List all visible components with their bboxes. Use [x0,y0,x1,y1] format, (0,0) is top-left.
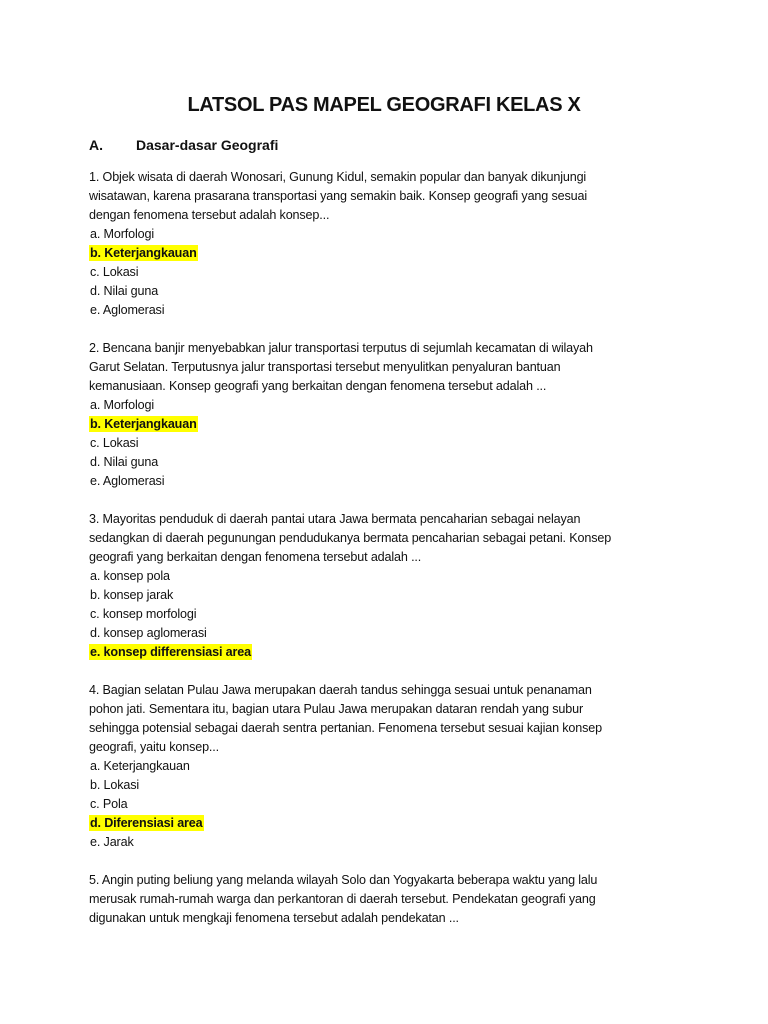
answer-option-label: d. Nilai guna [90,284,159,298]
question-text-line: geografi yang berkaitan dengan fenomena tersebut adalah ... [89,550,422,564]
answer-option [89,225,689,244]
answer-option-label: d. konsep aglomerasi [90,626,207,640]
answer-option-label: b. konsep jarak [90,588,174,602]
answer-option [89,472,689,491]
question-text-line: kemanusiaan. Konsep geografi yang berkaitan dengan fenomena tersebut adalah ... [89,379,547,393]
question-text-line: wisatawan, karena prasarana transportasi yang semakin baik. Konsep geografi yang sesuai [89,189,587,203]
answer-option-label: e. konsep differensiasi area [90,645,251,659]
answer-option-label: a. konsep pola [90,569,170,583]
answer-option-correct [89,643,689,662]
question-text-line: sehingga potensial sebagai daerah sentra pertanian. Fenomena tersebut sesuai kajian konsep [89,721,602,735]
question-text-line: pohon jati. Sementara itu, bagian utara Pulau Jawa merupakan dataran rendah yang subur [89,702,583,716]
answer-option-label: c. Lokasi [90,436,139,450]
answer-option-correct [89,814,689,833]
question-text-line: 5. Angin puting beliung yang melanda wilayah Solo dan Yogyakarta beberapa waktu yang lalu [89,873,598,887]
question-list [89,168,689,947]
answer-option [89,567,689,586]
answer-option-correct [89,415,689,434]
answer-option-label: c. Pola [90,797,128,811]
question-text-line: 2. Bencana banjir menyebabkan jalur transportasi terputus di sejumlah kecamatan di wilayah [89,341,593,355]
question-text-line: geografi, yaitu konsep... [89,740,219,754]
answer-option-label: e. Jarak [90,835,134,849]
section-letter: A. [89,137,103,153]
question-3 [89,510,689,662]
answer-option [89,396,689,415]
answer-option [89,795,689,814]
answer-option [89,757,689,776]
answer-option [89,434,689,453]
answer-option [89,282,689,301]
answer-option-correct [89,244,689,263]
question-5 [89,871,689,928]
answer-option-label: a. Morfologi [90,398,154,412]
question-4 [89,681,689,852]
question-1 [89,168,689,320]
answer-option-label: a. Morfologi [90,227,154,241]
answer-option [89,301,689,320]
document-title: LATSOL PAS MAPEL GEOGRAFI KELAS X [187,94,581,116]
question-text-line: sedangkan di daerah pegunungan pendudukanya bermata pencaharian sebagai petani. Konsep [89,531,612,545]
question-text-line: digunakan untuk mengkaji fenomena tersebut adalah pendekatan ... [89,911,459,925]
question-text-line: 3. Mayoritas penduduk di daerah pantai utara Jawa bermata pencaharian sebagai nelayan [89,512,581,526]
question-2 [89,339,689,491]
question-text-line: merusak rumah-rumah warga dan perkantoran di daerah tersebut. Pendekatan geografi yang [89,892,596,906]
question-text-line: dengan fenomena tersebut adalah konsep... [89,208,330,222]
answer-option [89,605,689,624]
answer-option-label: b. Lokasi [90,778,140,792]
answer-option-label: a. Keterjangkauan [90,759,190,773]
question-text-line: 1. Objek wisata di daerah Wonosari, Gunung Kidul, semakin popular dan banyak dikunjungi [89,170,587,184]
answer-option [89,586,689,605]
answer-option-label: d. Nilai guna [90,455,159,469]
answer-option-label: e. Aglomerasi [90,474,165,488]
answer-option-label: b. Keterjangkauan [90,246,197,260]
question-text-line: 4. Bagian selatan Pulau Jawa merupakan daerah tandus sehingga sesuai untuk penanaman [89,683,592,697]
answer-option-label: b. Keterjangkauan [90,417,197,431]
question-text-line: Garut Selatan. Terputusnya jalur transportasi tersebut menyulitkan penyaluran bantuan [89,360,561,374]
answer-option [89,833,689,852]
answer-option [89,263,689,282]
answer-option-label: d. Diferensiasi area [90,816,203,830]
answer-option-label: e. Aglomerasi [90,303,165,317]
answer-option [89,453,689,472]
answer-option-label: c. Lokasi [90,265,139,279]
section-title: Dasar-dasar Geografi [136,137,279,153]
answer-option [89,624,689,643]
section-heading [89,137,278,153]
answer-option [89,776,689,795]
answer-option-label: c. konsep morfologi [90,607,197,621]
